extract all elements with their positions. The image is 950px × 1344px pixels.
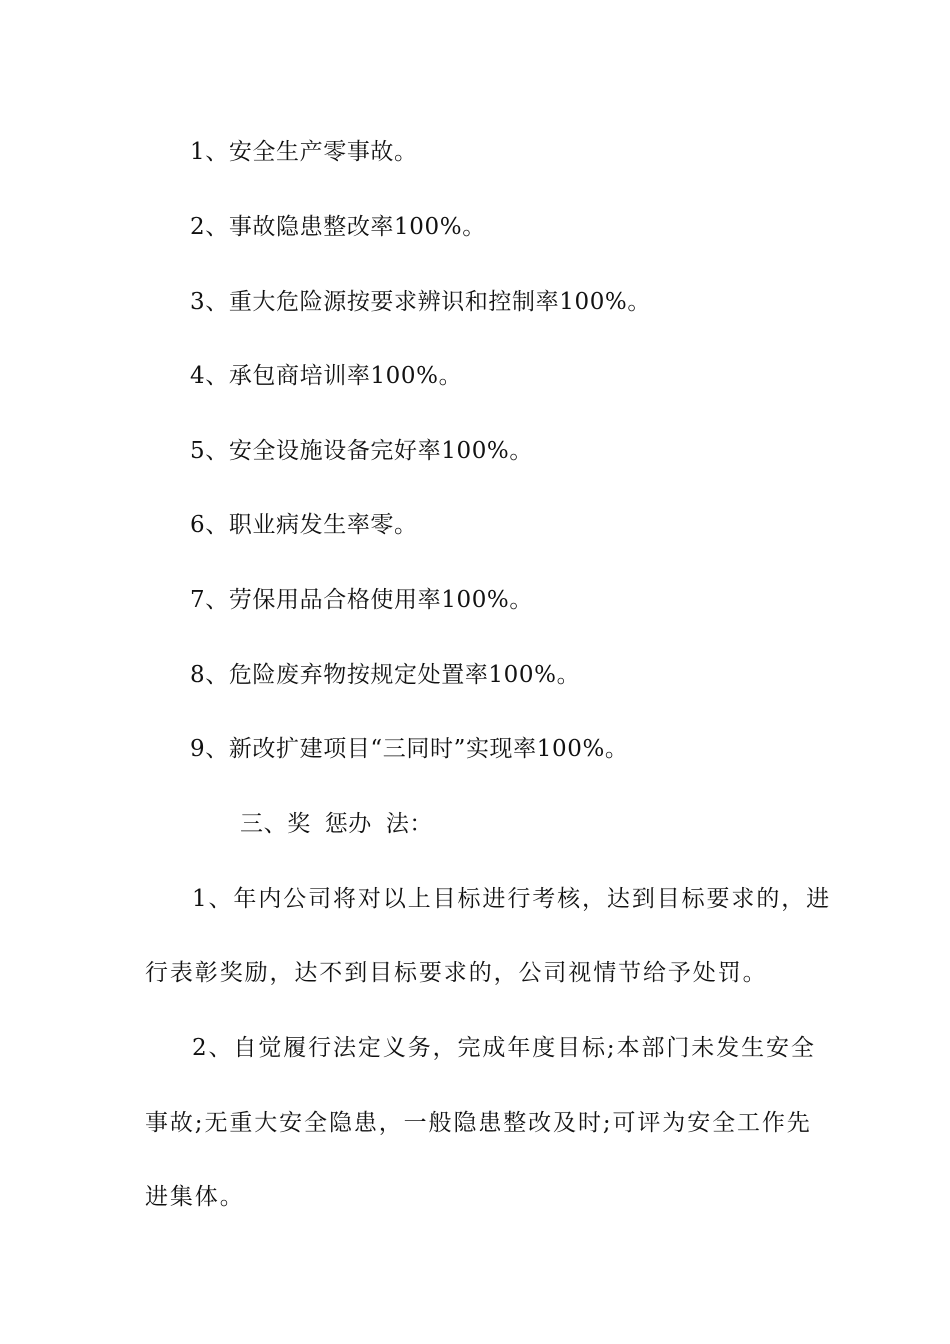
- section-heading: 三、奖 惩办 法：: [240, 811, 434, 837]
- goal-item-9: 9、新改扩建项目“三同时”实现率100%。: [190, 736, 629, 762]
- goal-item-3: 3、重大危险源按要求辨识和控制率100%。: [190, 289, 651, 315]
- goal-item-5: 5、安全设施设备完好率100%。: [190, 438, 533, 464]
- paragraph-2-line-2: 事故;无重大安全隐患，一般隐患整改及时;可评为安全工作先: [145, 1110, 812, 1136]
- goal-item-6: 6、职业病发生率零。: [190, 512, 418, 538]
- paragraph-2-line-3: 进集体。: [145, 1184, 245, 1210]
- paragraph-1-line-1: 1、年内公司将对以上目标进行考核，达到目标要求的，进: [192, 886, 832, 912]
- goal-item-4: 4、承包商培训率100%。: [190, 363, 463, 389]
- goal-item-8: 8、危险废弃物按规定处置率100%。: [190, 662, 581, 688]
- paragraph-1-line-2: 行表彰奖励，达不到目标要求的，公司视情节给予处罚。: [145, 960, 768, 986]
- goal-item-1: 1、安全生产零事故。: [190, 139, 418, 165]
- goal-item-2: 2、事故隐患整改率100%。: [190, 214, 486, 240]
- paragraph-2-line-1: 2、自觉履行法定义务，完成年度目标;本部门未发生安全: [192, 1035, 816, 1061]
- goal-item-7: 7、劳保用品合格使用率100%。: [190, 587, 533, 613]
